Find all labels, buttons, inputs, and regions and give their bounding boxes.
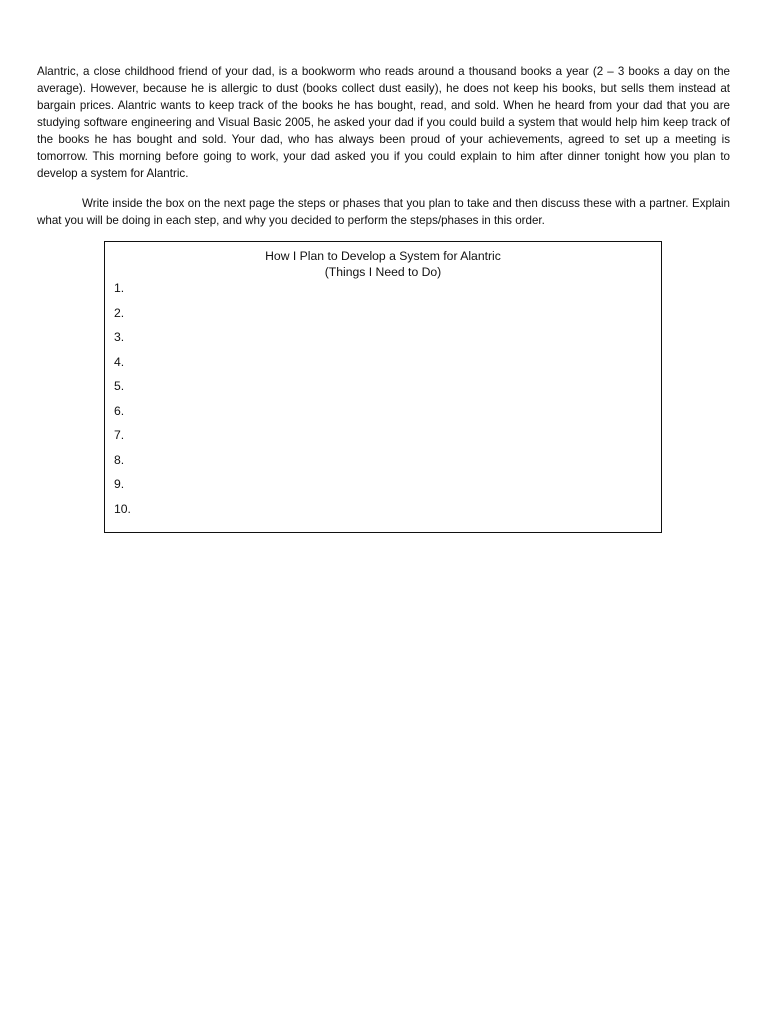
step-number: 8. xyxy=(114,452,125,467)
plan-box-title: How I Plan to Develop a System for Alantric xyxy=(265,249,501,263)
step-number: 6. xyxy=(114,403,125,418)
plan-box xyxy=(104,241,662,533)
step-number: 7. xyxy=(114,428,125,442)
step-number: 10. xyxy=(114,501,131,516)
step-number: 5. xyxy=(114,379,125,393)
step-number: 1. xyxy=(114,281,125,295)
step-number: 3. xyxy=(114,330,125,344)
intro-paragraph: Alantric, a close childhood friend of your dad, is a bookworm who reads around a thousand books a year (2 – 3 books a day on the average). However, because he is allergic to dust (books collect dust easily), he does not keep his books, but sells them instead at bargain prices. Alantric wants to keep track of the books he has bought, read, and sold. When he heard from your dad that you are studying software engineering and Visual Basic 2005, he asked your dad if you could build a system that would help him keep track of the books he has bought and sold. Your dad, who has always been proud of your achievements, agreed to set up a meeting is tomorrow. This morning before going to work, your dad asked you if you could explain to him after dinner tonight how you plan to develop a system for Alantric. xyxy=(37,65,730,180)
step-number: 2. xyxy=(114,305,125,320)
instructions-paragraph: Write inside the box on the next page the steps or phases that you plan to take and then discuss these with a partner. Explain what you will be doing in each step, and why you decided to perform the steps/phases in this order. xyxy=(37,197,730,227)
plan-box-subtitle: (Things I Need to Do) xyxy=(324,265,442,279)
step-number: 4. xyxy=(114,354,125,369)
steps-list xyxy=(114,280,131,525)
step-number: 9. xyxy=(114,477,125,491)
